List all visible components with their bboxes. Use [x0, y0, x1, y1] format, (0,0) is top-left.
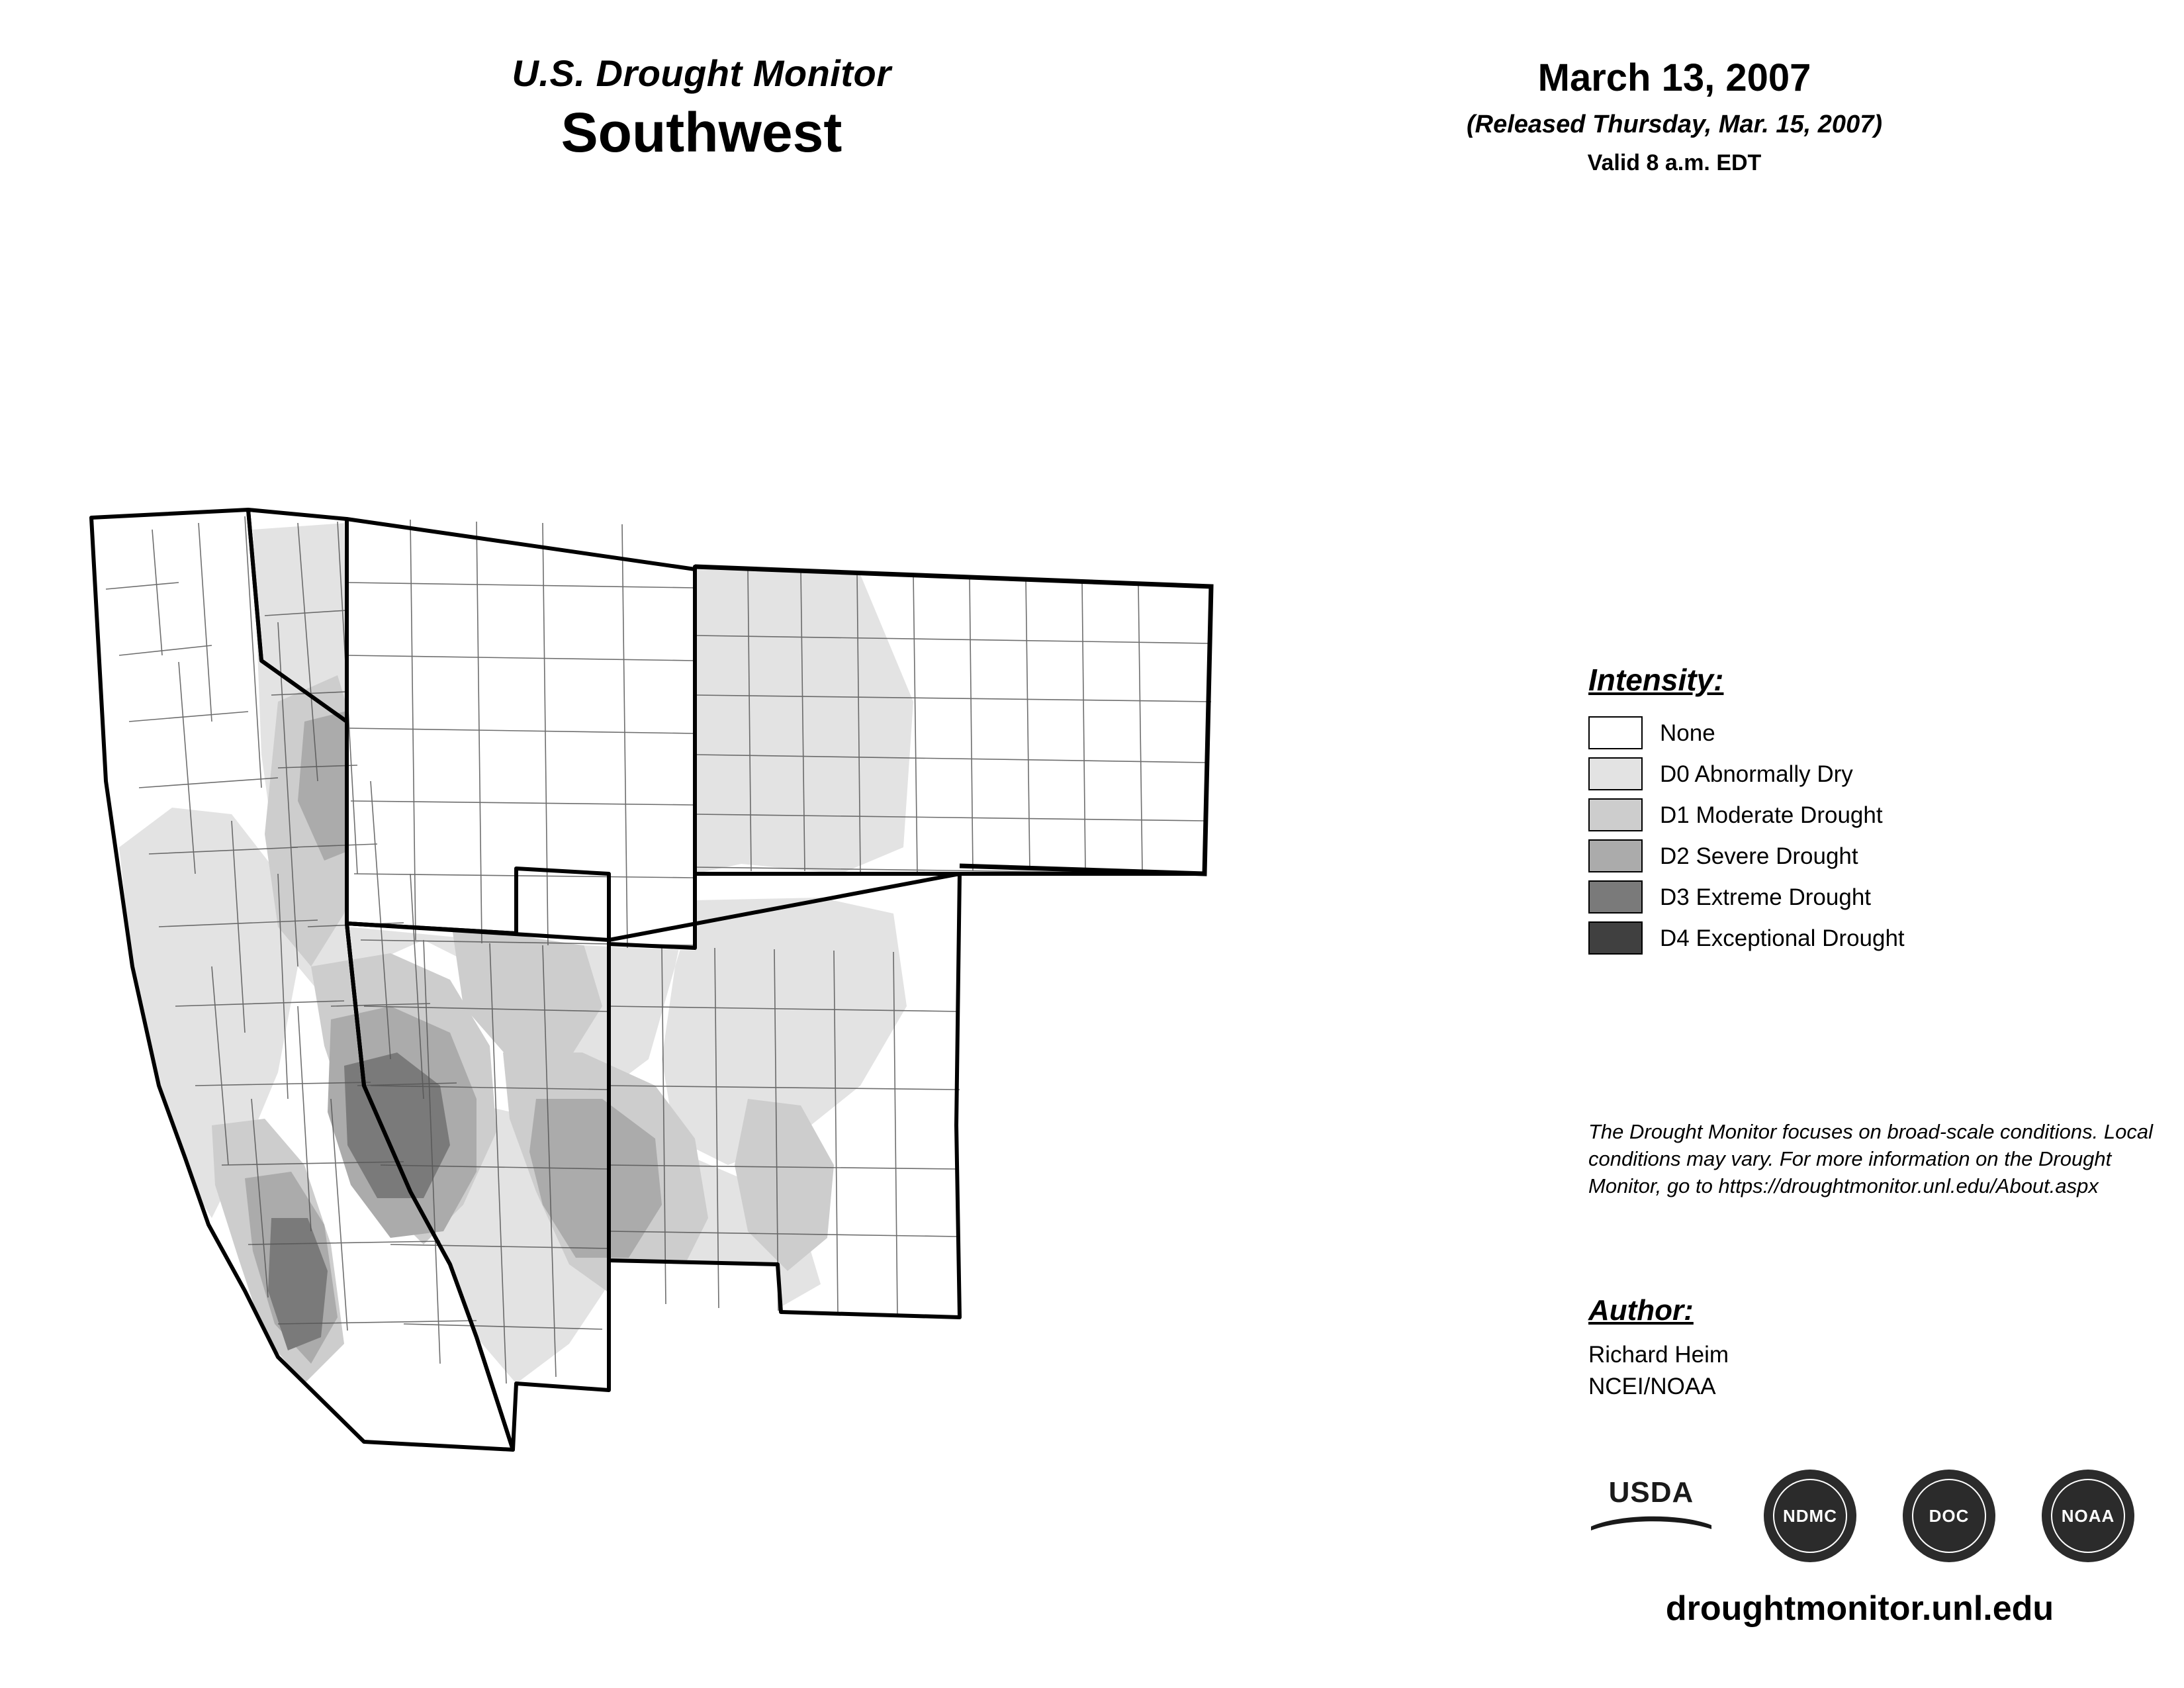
noaa-wordmark: NOAA	[2051, 1479, 2125, 1553]
legend-swatch-d4	[1588, 921, 1643, 955]
state-nevada-east	[347, 519, 516, 933]
usda-wordmark: USDA	[1608, 1476, 1694, 1509]
map-svg[interactable]	[79, 503, 1522, 1628]
doc-wordmark: DOC	[1912, 1479, 1986, 1553]
author-heading: Author:	[1588, 1294, 1694, 1327]
drought-map[interactable]	[79, 503, 1522, 1628]
noaa-logo	[2042, 1470, 2134, 1562]
author-affiliation: NCEI/NOAA	[1588, 1374, 1716, 1400]
ndmc-logo	[1764, 1470, 1856, 1562]
legend-label-none: None	[1660, 720, 1715, 746]
valid-time: Valid 8 a.m. EDT	[1587, 150, 1762, 175]
disclaimer-text: The Drought Monitor focuses on broad-scale conditions. Local conditions may vary. For more information on the Drought Monitor, go to https://droughtmonitor.unl.edu/About.aspx	[1588, 1120, 2153, 1197]
header-date-block	[1377, 57, 1972, 175]
legend-label-d1: D1 Moderate Drought	[1660, 802, 1883, 828]
legend-label-d0: D0 Abnormally Dry	[1660, 761, 1853, 787]
legend-item-d1	[1588, 794, 2118, 835]
legend-item-d3	[1588, 876, 2118, 917]
valid-date: March 13, 2007	[1537, 56, 1811, 99]
product-name: U.S. Drought Monitor	[512, 52, 891, 94]
legend-label-d3: D3 Extreme Drought	[1660, 884, 1872, 910]
legend-item-d2	[1588, 835, 2118, 876]
usda-swoosh-icon	[1588, 1509, 1714, 1532]
author-block	[1588, 1294, 2118, 1403]
legend-swatch-d3	[1588, 880, 1643, 914]
ndmc-wordmark: NDMC	[1773, 1479, 1847, 1553]
author-name: Richard Heim	[1588, 1342, 1729, 1368]
legend-item-d4	[1588, 917, 2118, 959]
doc-logo	[1903, 1470, 1995, 1562]
header-title-block	[371, 53, 1032, 162]
legend-swatch-d1	[1588, 798, 1643, 831]
legend-panel	[1588, 662, 2118, 959]
legend-swatch-d2	[1588, 839, 1643, 872]
website-url[interactable]: droughtmonitor.unl.edu	[1665, 1589, 2054, 1628]
usda-logo	[1585, 1476, 1717, 1556]
legend-swatch-none	[1588, 716, 1643, 749]
release-date: (Released Thursday, Mar. 15, 2007)	[1466, 110, 1882, 138]
legend-item-d0	[1588, 753, 2118, 794]
page-title: Southwest	[561, 101, 842, 164]
legend-label-d4: D4 Exceptional Drought	[1660, 925, 1905, 951]
logo-strip	[1585, 1463, 2134, 1569]
legend-swatch-d0	[1588, 757, 1643, 790]
legend-item-none	[1588, 712, 2118, 753]
legend-heading: Intensity:	[1588, 663, 1724, 697]
legend-label-d2: D2 Severe Drought	[1660, 843, 1858, 869]
